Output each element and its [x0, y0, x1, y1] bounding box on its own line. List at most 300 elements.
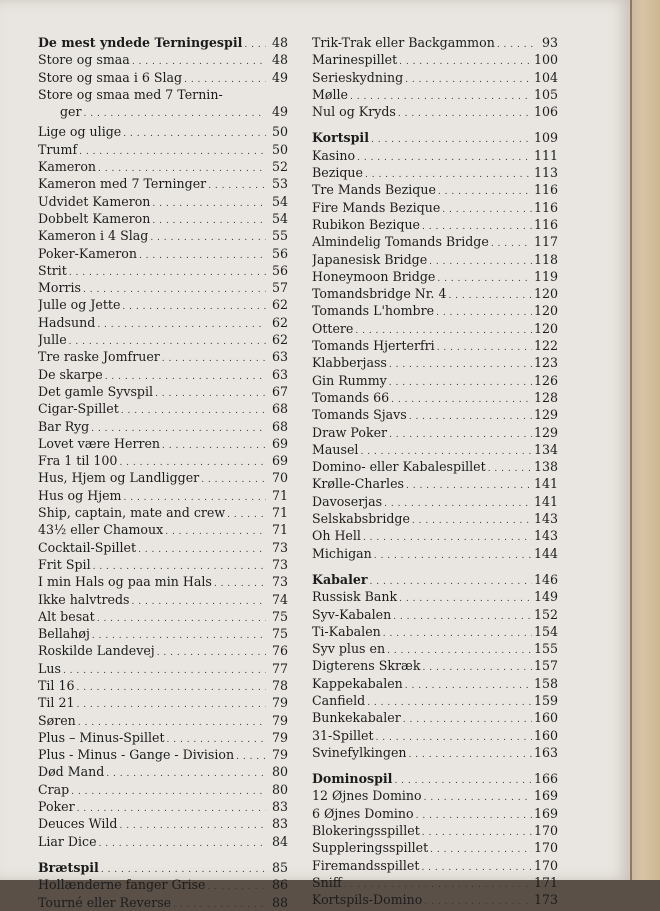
toc-entry-title: Sniff — [312, 874, 342, 890]
dot-leader — [208, 175, 266, 192]
toc-entry — [312, 675, 558, 692]
toc-page-number: 85 — [271, 859, 288, 875]
toc-entry — [312, 103, 558, 120]
toc-page-number: 68 — [271, 418, 288, 434]
toc-entry — [312, 857, 558, 874]
toc-entry — [312, 181, 558, 198]
toc-entry — [38, 383, 288, 400]
toc-page-number: 122 — [533, 338, 558, 354]
toc-entry — [38, 625, 288, 642]
toc-page-number: 141 — [533, 476, 558, 492]
toc-page-number: 75 — [271, 626, 288, 642]
dot-leader — [391, 389, 532, 406]
toc-entry — [312, 787, 558, 804]
toc-entry-title: Lige og ulige — [38, 124, 122, 140]
dot-leader — [162, 348, 266, 365]
toc-entry-title: Russisk Bank — [312, 589, 398, 605]
toc-page-number: 62 — [271, 314, 288, 330]
page-edge — [630, 0, 660, 880]
toc-entry-title: Store og smaa med 7 Ternin- — [38, 86, 223, 102]
dot-leader — [405, 69, 532, 86]
dot-leader — [437, 268, 532, 285]
dot-leader — [98, 158, 266, 175]
toc-entry — [38, 591, 288, 608]
toc-entry — [312, 891, 558, 908]
toc-entry — [312, 606, 558, 623]
toc-entry — [312, 839, 558, 856]
toc-entry — [38, 781, 288, 798]
dot-leader — [139, 245, 266, 262]
toc-entry — [312, 147, 558, 164]
dot-leader — [121, 400, 266, 417]
dot-leader — [389, 424, 532, 441]
toc-left-column — [38, 34, 288, 911]
toc-page-number: 54 — [271, 193, 288, 209]
toc-entry-title: Suppleringsspillet — [312, 840, 429, 856]
toc-right-column — [312, 34, 558, 909]
dot-leader — [69, 331, 266, 348]
toc-entry — [312, 744, 558, 761]
dot-leader — [393, 606, 532, 623]
toc-entry-title: Hadsund — [38, 314, 96, 330]
toc-entry-title: Plus – Minus-Spillet — [38, 729, 165, 745]
dot-leader — [360, 441, 531, 458]
toc-page-number: 163 — [533, 744, 558, 760]
dot-leader — [124, 487, 267, 504]
dot-leader — [406, 475, 532, 492]
toc-entry-title: Liar Dice — [38, 833, 97, 849]
toc-page-number: 80 — [271, 781, 288, 797]
toc-entry-title: Canfield — [312, 692, 366, 708]
dot-leader — [383, 623, 532, 640]
toc-entry — [312, 302, 558, 319]
toc-page-number: 88 — [271, 894, 288, 910]
toc-section-heading — [312, 571, 558, 588]
toc-page-number: 120 — [533, 286, 558, 302]
dot-leader — [448, 285, 532, 302]
toc-entry-title: Kameron med 7 Terninger — [38, 176, 207, 192]
toc-entry-title: Udvidet Kameron — [38, 193, 151, 209]
dot-leader — [138, 539, 266, 556]
toc-page-number: 169 — [533, 788, 558, 804]
toc-entry-title: Tourné eller Reverse — [38, 894, 172, 910]
toc-page-number: 48 — [271, 35, 288, 50]
dot-leader — [389, 354, 532, 371]
toc-entry — [312, 640, 558, 657]
toc-entry — [312, 406, 558, 423]
toc-entry-title: Tomands Sjavs — [312, 407, 407, 423]
toc-entry-title: Cocktail-Spillet — [38, 539, 137, 555]
toc-page-number: 170 — [533, 840, 558, 856]
toc-entry — [38, 504, 288, 521]
toc-page-number: 111 — [533, 147, 558, 163]
dot-leader — [421, 857, 532, 874]
toc-entry-title: Crap — [38, 781, 70, 797]
toc-entry-title: Hus og Hjem — [38, 487, 122, 503]
toc-entry — [312, 34, 558, 51]
toc-entry-title: Kortspils-Domino — [312, 892, 423, 908]
toc-page-number: 83 — [271, 799, 288, 815]
toc-entry — [38, 729, 288, 746]
toc-entry-title: Død Mand — [38, 764, 105, 780]
toc-section-heading — [38, 34, 288, 51]
toc-page-number: 134 — [533, 441, 558, 457]
toc-page-number: 143 — [533, 511, 558, 527]
toc-entry-title: Cigar-Spillet — [38, 401, 119, 417]
toc-entry-title: Kabaler — [312, 571, 368, 587]
toc-page-number: 49 — [271, 104, 288, 120]
dot-leader — [152, 210, 266, 227]
toc-entry-title: Klabberjass — [312, 355, 387, 371]
dot-leader — [344, 874, 532, 891]
toc-page-number: 129 — [533, 407, 558, 423]
toc-entry — [312, 216, 558, 233]
toc-entry-title: Plus - Minus - Gange - Division — [38, 747, 235, 763]
toc-entry-title: Mølle — [312, 86, 348, 102]
toc-entry — [38, 141, 288, 158]
toc-entry — [312, 354, 558, 371]
toc-page-number: 83 — [271, 816, 288, 832]
toc-entry — [38, 69, 288, 86]
toc-entry-title: Til 21 — [38, 695, 75, 711]
toc-entry — [38, 210, 288, 227]
dot-leader — [376, 727, 532, 744]
toc-entry-title: Ti-Kabalen — [312, 623, 381, 639]
dot-leader — [370, 571, 532, 588]
toc-entry-title: Selskabsbridge — [312, 511, 410, 527]
toc-entry — [38, 435, 288, 452]
dot-leader — [422, 822, 532, 839]
dot-leader — [84, 103, 266, 123]
dot-leader — [99, 833, 266, 850]
toc-entry-title: Julle og Jette — [38, 297, 121, 313]
toc-entry-title: Ikke halvtreds — [38, 591, 130, 607]
dot-leader — [91, 418, 266, 435]
toc-entry — [38, 469, 288, 486]
toc-entry-title: Nul og Kryds — [312, 104, 396, 120]
toc-page-number: 93 — [541, 35, 558, 50]
dot-leader — [122, 296, 266, 313]
toc-entry-title: Ottere — [312, 320, 354, 336]
toc-page-number: 113 — [533, 165, 558, 181]
dot-leader — [409, 744, 532, 761]
toc-page-number: 126 — [533, 372, 558, 388]
toc-page-number: 62 — [271, 297, 288, 313]
toc-page-number: 155 — [533, 641, 558, 657]
toc-entry — [38, 366, 288, 383]
toc-entry — [312, 164, 558, 181]
dot-leader — [173, 894, 266, 911]
dot-leader — [119, 452, 266, 469]
toc-entry — [38, 608, 288, 625]
toc-entry — [312, 493, 558, 510]
toc-entry — [312, 51, 558, 68]
toc-page-number: 79 — [271, 747, 288, 763]
toc-entry-title: Store og smaa i 6 Slag — [38, 69, 183, 85]
toc-entry-title: Japanesisk Bridge — [312, 251, 428, 267]
toc-entry-title: Fire Mands Bezique — [312, 199, 441, 215]
toc-entry — [38, 452, 288, 469]
toc-page-number: 67 — [271, 383, 288, 399]
toc-section-heading — [312, 129, 558, 146]
toc-page-number: 78 — [271, 677, 288, 693]
toc-page-number: 56 — [271, 262, 288, 278]
toc-entry-title: Julle — [38, 332, 67, 348]
toc-page-number: 63 — [271, 349, 288, 365]
toc-entry-title: Draw Poker — [312, 424, 388, 440]
toc-page-number: 170 — [533, 857, 558, 873]
toc-entry-title: Poker-Kameron — [38, 245, 137, 261]
toc-entry — [312, 389, 558, 406]
dot-leader — [227, 504, 266, 521]
toc-page-number: 79 — [271, 695, 288, 711]
toc-page-number: 159 — [533, 692, 558, 708]
toc-page-number: 170 — [533, 823, 558, 839]
toc-entry — [38, 833, 288, 850]
toc-entry — [312, 372, 558, 389]
toc-entry-title: Deuces Wild — [38, 816, 118, 832]
toc-entry — [38, 86, 288, 124]
dot-leader — [76, 677, 266, 694]
toc-page-number: 158 — [533, 675, 558, 691]
toc-page-number: 109 — [533, 130, 558, 146]
toc-entry — [312, 709, 558, 726]
toc-entry — [38, 262, 288, 279]
dot-leader — [184, 69, 266, 86]
toc-entry-title: 12 Øjnes Domino — [312, 788, 422, 804]
toc-entry — [38, 660, 288, 677]
toc-entry-title: Kortspil — [312, 130, 369, 146]
toc-entry — [312, 527, 558, 544]
toc-entry-title: 43½ eller Chamoux — [38, 522, 164, 538]
toc-entry — [38, 158, 288, 175]
toc-page-number: 79 — [271, 729, 288, 745]
toc-page-number: 160 — [533, 727, 558, 743]
toc-entry — [312, 545, 558, 562]
toc-page-number: 104 — [533, 69, 558, 85]
dot-leader — [106, 763, 266, 780]
toc-entry — [312, 822, 558, 839]
toc-entry — [38, 400, 288, 417]
toc-entry — [312, 475, 558, 492]
toc-page-number: 120 — [533, 303, 558, 319]
toc-entry — [312, 458, 558, 475]
dot-leader — [350, 86, 532, 103]
dot-leader — [367, 692, 532, 709]
toc-entry — [312, 623, 558, 640]
toc-page-number: 143 — [533, 528, 558, 544]
toc-entry — [38, 487, 288, 504]
toc-entry-title: Brætspil — [38, 859, 99, 875]
toc-entry — [38, 227, 288, 244]
toc-section-heading — [38, 859, 288, 876]
toc-entry-title: Kappekabalen — [312, 675, 403, 691]
dot-leader — [69, 262, 266, 279]
toc-page-number: 105 — [533, 86, 558, 102]
toc-page-number: 71 — [271, 487, 288, 503]
toc-entry — [38, 677, 288, 694]
toc-entry-title: Marinespillet — [312, 52, 398, 68]
toc-entry — [38, 521, 288, 538]
toc-page-number: 52 — [271, 159, 288, 175]
toc-page-number: 54 — [271, 210, 288, 226]
toc-entry — [38, 51, 288, 68]
toc-entry-title: Roskilde Landevej — [38, 643, 155, 659]
toc-page-number: 116 — [533, 199, 558, 215]
toc-page-number: 118 — [533, 251, 558, 267]
dot-leader — [123, 123, 266, 140]
dot-leader — [399, 51, 532, 68]
toc-page-number: 157 — [533, 658, 558, 674]
toc-page-number: 69 — [271, 435, 288, 451]
dot-leader — [437, 337, 532, 354]
dot-leader — [374, 545, 532, 562]
toc-page-number: 141 — [533, 493, 558, 509]
toc-entry — [312, 268, 558, 285]
toc-page-number: 120 — [533, 320, 558, 336]
toc-page-number: 68 — [271, 401, 288, 417]
toc-page-number: 69 — [271, 453, 288, 469]
dot-leader — [167, 729, 266, 746]
toc-page-number: 116 — [533, 216, 558, 232]
toc-entry — [38, 348, 288, 365]
dot-leader — [357, 147, 532, 164]
dot-leader — [488, 458, 532, 475]
toc-entry — [38, 876, 288, 893]
toc-entry-title: Frit Spil — [38, 556, 91, 572]
toc-entry — [38, 746, 288, 763]
toc-page-number: 79 — [271, 712, 288, 728]
toc-entry-title: I min Hals og paa min Hals — [38, 574, 212, 590]
toc-page-number: 73 — [271, 539, 288, 555]
dot-leader — [403, 709, 532, 726]
dot-leader — [416, 805, 532, 822]
toc-entry-title: Trik-Trak eller Backgammon — [312, 35, 495, 50]
dot-leader — [76, 694, 266, 711]
toc-entry-title: Til 16 — [38, 677, 75, 693]
toc-page-number: 129 — [533, 424, 558, 440]
dot-leader — [497, 34, 536, 51]
toc-page-number: 138 — [533, 459, 558, 475]
toc-entry — [38, 763, 288, 780]
toc-entry — [312, 424, 558, 441]
toc-entry-title: Gin Rummy — [312, 372, 387, 388]
dot-leader — [162, 435, 266, 452]
toc-page-number: 71 — [271, 522, 288, 538]
toc-page-number: 63 — [271, 366, 288, 382]
toc-entry-title: 6 Øjnes Domino — [312, 805, 414, 821]
toc-entry-title: Dominospil — [312, 771, 393, 787]
toc-page-number: 154 — [533, 623, 558, 639]
toc-entry — [38, 539, 288, 556]
toc-entry-title: Honeymoon Bridge — [312, 268, 436, 284]
toc-entry-title: 31-Spillet — [312, 727, 374, 743]
toc-page-number: 117 — [533, 234, 558, 250]
toc-entry-title: Store og smaa — [38, 52, 130, 68]
toc-page-number: 50 — [271, 124, 288, 140]
toc-page-number: 76 — [271, 643, 288, 659]
dot-leader — [93, 556, 266, 573]
toc-entry-title: Lus — [38, 660, 61, 676]
dot-leader — [363, 527, 532, 544]
toc-entry-title: Kameron i 4 Slag — [38, 228, 149, 244]
toc-page-number: 128 — [533, 389, 558, 405]
dot-leader — [77, 798, 266, 815]
toc-entry — [38, 798, 288, 815]
toc-page-number: 152 — [533, 606, 558, 622]
toc-section-heading — [312, 770, 558, 787]
toc-page-number: 173 — [533, 892, 558, 908]
toc-entry — [312, 86, 558, 103]
toc-entry-title: Davoserjas — [312, 493, 383, 509]
dot-leader — [442, 199, 532, 216]
toc-entry-title: Svinefylkingen — [312, 744, 407, 760]
toc-entry — [312, 805, 558, 822]
toc-entry — [312, 441, 558, 458]
toc-entry-title: Tomandsbridge Nr. 4 — [312, 286, 447, 302]
dot-leader — [389, 372, 532, 389]
toc-entry-title: Tomands Hjerterfri — [312, 338, 435, 354]
toc-page-number: 106 — [533, 104, 558, 120]
toc-page-number: 80 — [271, 764, 288, 780]
dot-leader — [236, 746, 266, 763]
toc-entry-title: Fra 1 til 100 — [38, 453, 118, 469]
dot-leader — [430, 839, 532, 856]
toc-entry-title: Tre raske Jomfruer — [38, 349, 160, 365]
dot-leader — [165, 521, 266, 538]
toc-page-number: 146 — [533, 571, 558, 587]
dot-leader — [79, 141, 266, 158]
toc-page-number: 62 — [271, 332, 288, 348]
toc-page-number: 53 — [271, 176, 288, 192]
toc-page-number: 144 — [533, 545, 558, 561]
toc-entry-title: Ship, captain, mate and crew — [38, 505, 226, 521]
toc-entry — [312, 199, 558, 216]
dot-leader — [150, 227, 266, 244]
toc-page-number: 160 — [533, 710, 558, 726]
toc-entry-title: Oh Hell — [312, 528, 361, 544]
toc-page-number: 116 — [533, 182, 558, 198]
toc-entry — [38, 894, 288, 911]
toc-entry-title: Michigan — [312, 545, 372, 561]
dot-leader — [83, 279, 266, 296]
toc-entry — [38, 245, 288, 262]
toc-entry-title: Blokeringsspillet — [312, 823, 420, 839]
toc-entry-title: Bezique — [312, 165, 363, 181]
toc-page-number: 73 — [271, 556, 288, 572]
toc-page-number: 49 — [271, 69, 288, 85]
toc-entry-title: Dobbelt Kameron — [38, 210, 151, 226]
toc-entry — [38, 296, 288, 313]
dot-leader — [409, 406, 532, 423]
toc-entry-title: Almindelig Tomands Bridge — [312, 234, 489, 250]
dot-leader — [399, 588, 532, 605]
dot-leader — [152, 193, 266, 210]
dot-leader — [424, 891, 532, 908]
toc-entry-title: Serieskydning — [312, 69, 404, 85]
dot-leader — [394, 770, 532, 787]
toc-page-number: 55 — [271, 228, 288, 244]
toc-page-number: 171 — [533, 874, 558, 890]
toc-entry-title: Tomands L'hombre — [312, 303, 435, 319]
toc-entry — [38, 573, 288, 590]
dot-leader — [71, 781, 266, 798]
dot-leader — [208, 876, 266, 893]
toc-page-number: 71 — [271, 505, 288, 521]
dot-leader — [429, 251, 532, 268]
dot-leader — [423, 657, 532, 674]
dot-leader — [436, 302, 532, 319]
